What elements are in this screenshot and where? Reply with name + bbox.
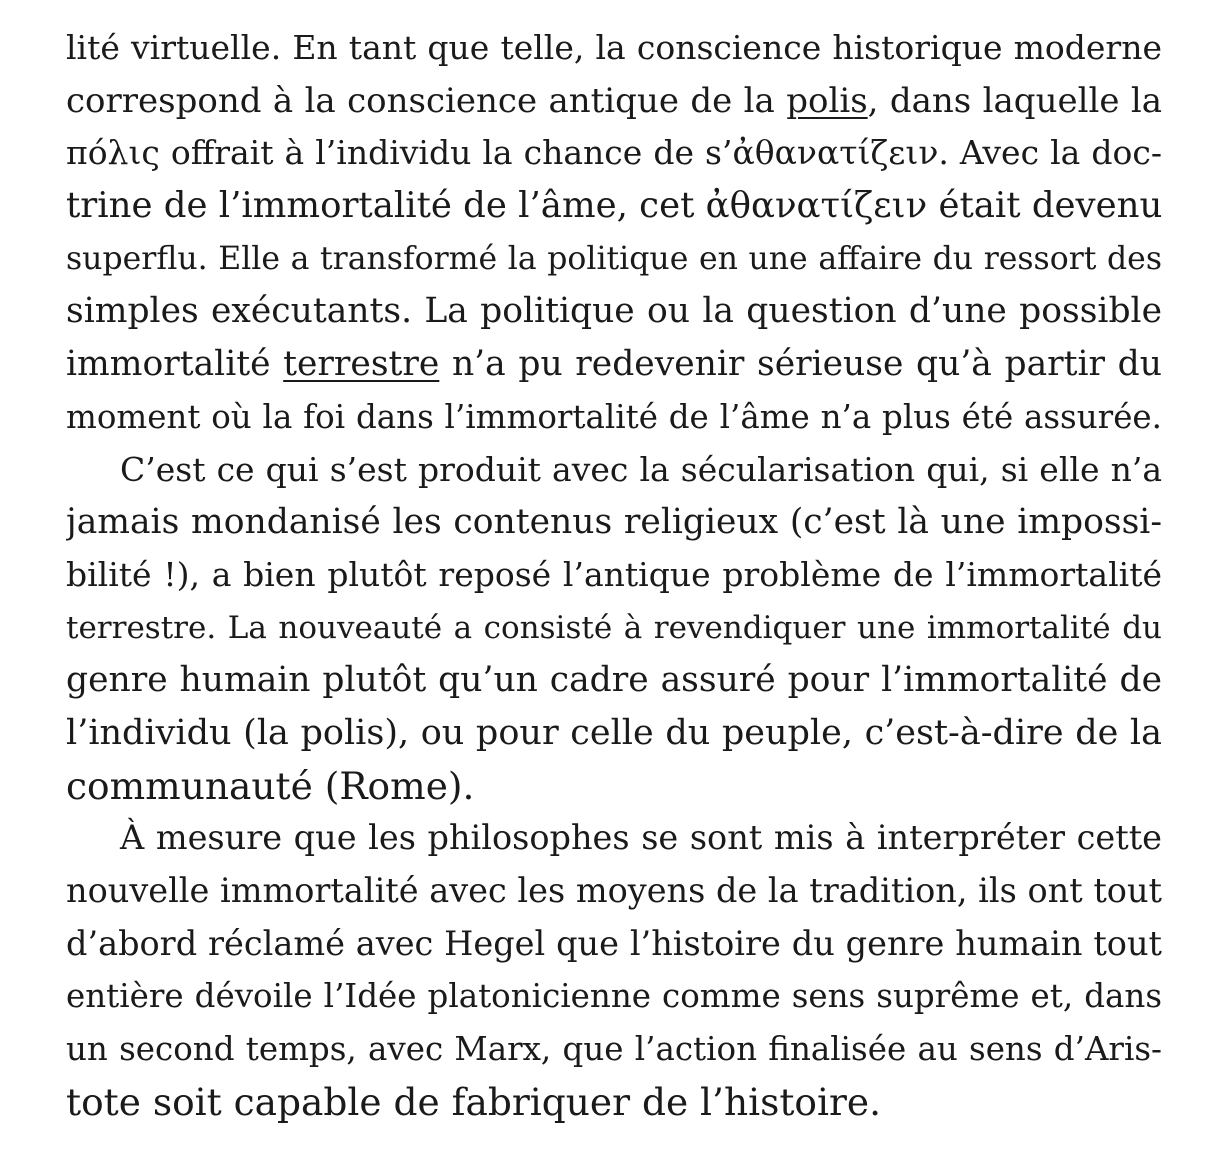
text-line bbox=[66, 22, 1162, 75]
line-text: terrestre. La nouveauté a consisté à revendiquer une immortalité du bbox=[66, 609, 1162, 646]
line-text: superflu. Elle a transformé la politique en une affaire du ressort des bbox=[66, 240, 1162, 277]
line-text: moment où la foi dans l’immortalité de l’âme n’a plus été assurée. bbox=[66, 397, 1162, 436]
line-text: communauté (Rome). bbox=[66, 763, 475, 808]
text-line bbox=[66, 338, 1162, 391]
text-line bbox=[66, 654, 1162, 707]
text-line bbox=[66, 75, 1162, 128]
underlined-word-polis: polis bbox=[786, 80, 868, 121]
text-line bbox=[66, 1023, 1162, 1076]
text-line bbox=[66, 127, 1162, 180]
underlined-word-terrestre: terrestre bbox=[283, 344, 440, 385]
text-line bbox=[66, 285, 1162, 338]
text-line bbox=[66, 970, 1162, 1023]
line-text: immortalité bbox=[66, 344, 284, 385]
line-text: l’individu (la polis), ou pour celle du peuple, c’est-à-dire de la bbox=[66, 712, 1162, 753]
line-text: genre humain plutôt qu’un cadre assuré pour l’immortalité de bbox=[66, 660, 1162, 701]
line-text: lité virtuelle. En tant que telle, la conscience historique moderne bbox=[66, 28, 1162, 67]
document-page bbox=[66, 22, 1162, 1128]
text-line bbox=[66, 180, 1162, 233]
paragraph-2 bbox=[66, 444, 1162, 813]
line-text: À mesure que les philosophes se sont mis à interpréter cette bbox=[120, 818, 1162, 858]
text-line bbox=[66, 865, 1162, 918]
text-line bbox=[66, 602, 1162, 655]
line-text: correspond à la conscience antique de la bbox=[66, 80, 787, 121]
line-text: entière dévoile l’Idée platonicienne comme sens suprême et, dans bbox=[66, 977, 1162, 1016]
line-text: tote soit capable de fabriquer de l’histoire. bbox=[66, 1079, 882, 1124]
line-text: , dans laquelle la bbox=[867, 80, 1162, 121]
text-line bbox=[66, 918, 1162, 971]
line-text: un second temps, avec Marx, que l’action finalisée au sens d’Aris- bbox=[66, 1030, 1162, 1069]
line-text: jamais mondanisé les contenus religieux (c’est là une impossi- bbox=[66, 502, 1162, 543]
text-line bbox=[66, 444, 1162, 497]
text-line bbox=[66, 707, 1162, 760]
line-text: n’a pu redevenir sérieuse qu’à partir du bbox=[439, 344, 1162, 385]
text-line bbox=[66, 1076, 1162, 1129]
line-text: C’est ce qui s’est produit avec la sécularisation qui, si elle n’a bbox=[120, 449, 1162, 489]
line-text: πόλις offrait à l’individu la chance de s’ἀθανατίζειν. Avec la doc- bbox=[66, 133, 1162, 173]
line-text: d’abord réclamé avec Hegel que l’histoire du genre humain tout bbox=[66, 923, 1162, 963]
text-line bbox=[66, 391, 1162, 444]
paragraph-1 bbox=[66, 22, 1162, 444]
line-text: trine de l’immortalité de l’âme, cet ἀθανατίζειν était devenu bbox=[66, 185, 1162, 227]
paragraph-3 bbox=[66, 812, 1162, 1128]
text-line bbox=[66, 233, 1162, 286]
line-text: simples exécutants. La politique ou la question d’une possible bbox=[66, 291, 1162, 332]
text-line bbox=[66, 496, 1162, 549]
text-line bbox=[66, 549, 1162, 602]
text-line bbox=[66, 760, 1162, 813]
line-text: nouvelle immortalité avec les moyens de la tradition, ils ont tout bbox=[66, 871, 1162, 910]
text-line bbox=[66, 812, 1162, 865]
line-text: bilité !), a bien plutôt reposé l’antique problème de l’immortalité bbox=[66, 554, 1162, 594]
